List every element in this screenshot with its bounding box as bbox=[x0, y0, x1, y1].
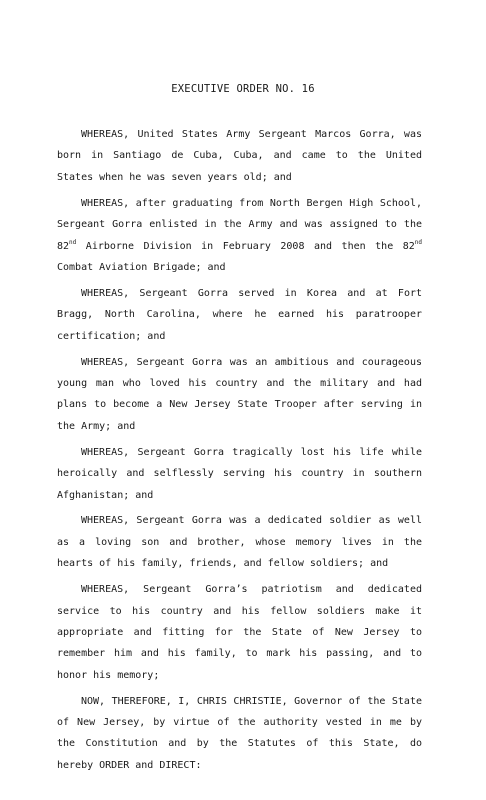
ordinal-suffix: nd bbox=[414, 238, 422, 246]
whereas-paragraph-sacrifice: WHEREAS, Sergeant Gorra tragically lost his life while heroically and selflessly serving his country in southern Afghanistan; and bbox=[57, 446, 422, 501]
paragraph-text: WHEREAS, after graduating from North Bergen High School, Sergeant Gorra enlisted in the Army and was assigned to the 82 bbox=[57, 197, 422, 252]
whereas-paragraph-enlistment bbox=[57, 193, 422, 279]
paragraph-text: Combat Aviation Brigade; and bbox=[57, 261, 226, 273]
paragraph-text: Airborne Division in February 2008 and then the 82 bbox=[76, 240, 415, 252]
document-body bbox=[57, 124, 422, 781]
ordinal-suffix: nd bbox=[69, 238, 77, 246]
document-title: EXECUTIVE ORDER NO. 16 bbox=[171, 83, 315, 95]
whereas-paragraph-ambition: WHEREAS, Sergeant Gorra was an ambitious and courageous young man who loved his country and the military and had plans to become a New Jersey State Trooper after serving in the Army; and bbox=[57, 356, 422, 432]
whereas-paragraph-honor: WHEREAS, Sergeant Gorra’s patriotism and dedicated service to his country and his fellow soldiers make it appropriate and fitting for the State of New Jersey to remember him and his family, to mark his passing, and to honor his memory; bbox=[57, 584, 422, 681]
whereas-paragraph-service: WHEREAS, Sergeant Gorra served in Korea and at Fort Bragg, North Carolina, where he earned his paratrooper certification; and bbox=[57, 287, 422, 342]
whereas-paragraph-birth: WHEREAS, United States Army Sergeant Marcos Gorra, was born in Santiago de Cuba, Cuba, and came to the United States when he was seven years old; and bbox=[57, 129, 422, 183]
therefore-paragraph: NOW, THEREFORE, I, CHRIS CHRISTIE, Governor of the State of New Jersey, by virtue of the authority vested in me by the Constitution and by the Statutes of this State, do hereby ORDER and DIRECT: bbox=[57, 695, 422, 771]
whereas-paragraph-family: WHEREAS, Sergeant Gorra was a dedicated soldier as well as a loving son and brother, whose memory lives in the hearts of his family, friends, and fellow soldiers; and bbox=[57, 515, 422, 570]
